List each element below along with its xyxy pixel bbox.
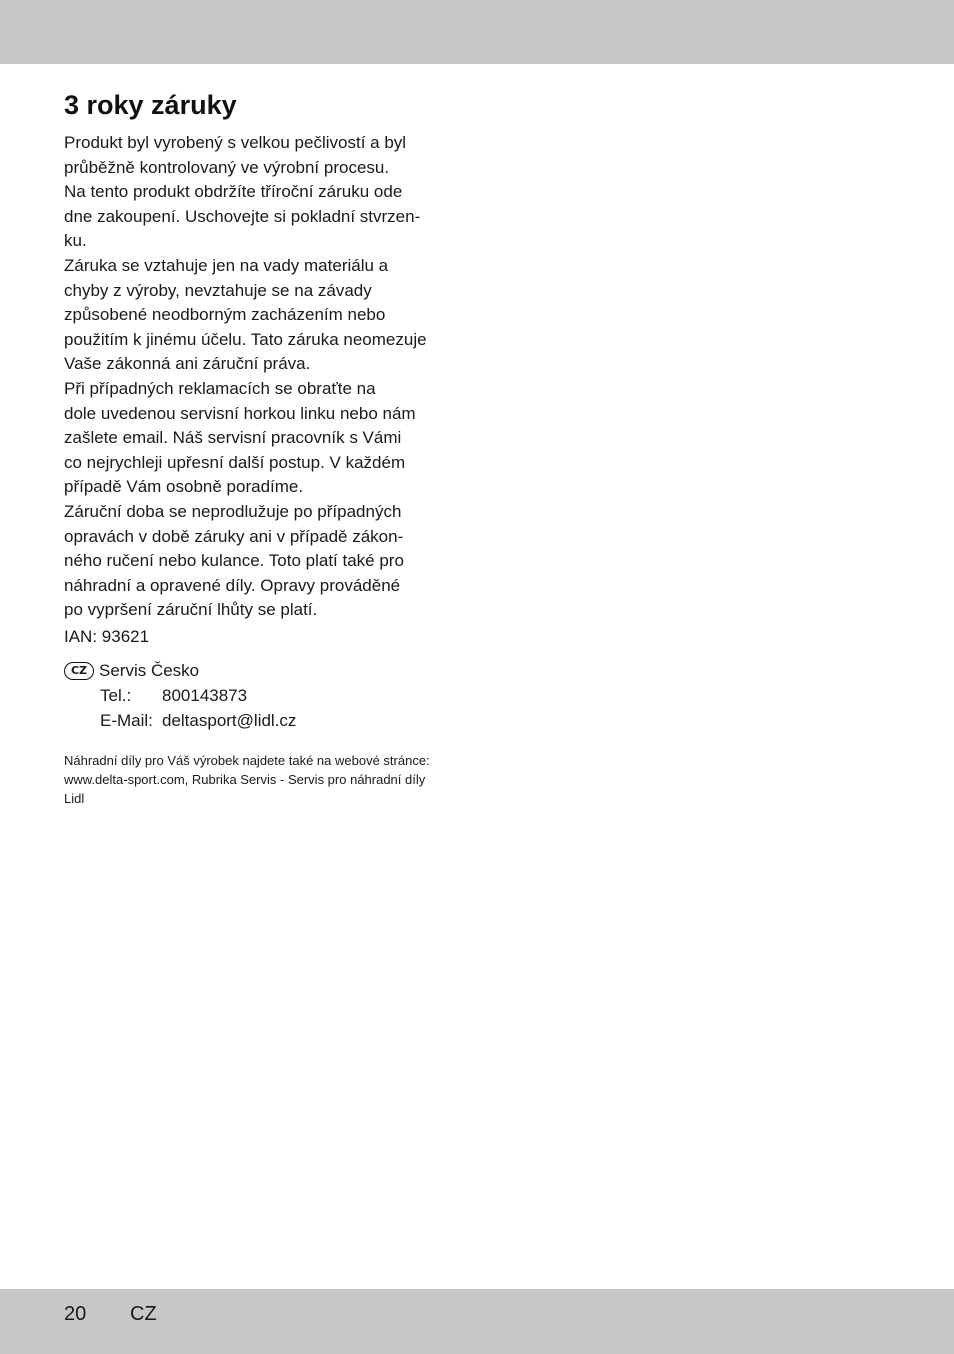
email-address: deltasport@lidl.cz [162, 711, 297, 730]
phone-number: 800143873 [162, 686, 248, 705]
phone-label: Tel.: [100, 686, 132, 705]
ian-number: IAN: 93621 [64, 627, 150, 646]
paragraph: Při případných reklamacích se obraťte na dole uvedenou servisní horkou linku nebo nám zašlete email. Náš servisní pracovník s Vámi co nejrychleji upřesní další postup. V každém případě Vám osobně poradíme. [64, 378, 416, 497]
footnote-line: Náhradní díly pro Váš výrobek najdete také na webové stránce: [64, 753, 430, 768]
page-title: 3 roky záruky [64, 90, 237, 120]
service-name: Servis Česko [99, 661, 200, 680]
paragraph: Na tento produkt obdržíte tříroční záruku ode dne zakoupení. Uschovejte si pokladní stvrzen- ku. [64, 182, 421, 251]
service-contact [64, 658, 296, 733]
email-line [64, 708, 296, 733]
email-label: E-Mail: [100, 711, 153, 730]
service-header [64, 658, 296, 683]
phone-line [64, 683, 296, 708]
header-band [0, 0, 954, 64]
footnote-line: www.delta-sport.com, Rubrika Servis - Servis pro náhradní díly Lidl [64, 772, 426, 806]
warranty-text [64, 131, 464, 623]
country-badge-icon: CZ [64, 662, 94, 680]
language-code: CZ [130, 1303, 157, 1325]
paragraph: Záruka se vztahuje jen na vady materiálu a chyby z výroby, nevztahuje se na závady způsobené neodborným zacházením nebo použitím k jinému účelu. Tato záruka neomezuje Vaše zákonná ani záruční práva. [64, 255, 427, 374]
page-number: 20 [64, 1303, 87, 1325]
paragraph: Záruční doba se neprodlužuje po případných opravách v době záruky ani v případě zákon- ného ručení nebo kulance. Toto platí také pro náhradní a opravené díly. Opravy prováděné po vypršení záruční lhůty se platí. [64, 501, 404, 620]
paragraph: Produkt byl vyrobený s velkou pečlivostí a byl průběžně kontrolovaný ve výrobní procesu. [64, 133, 407, 177]
spare-parts-note [64, 751, 434, 808]
